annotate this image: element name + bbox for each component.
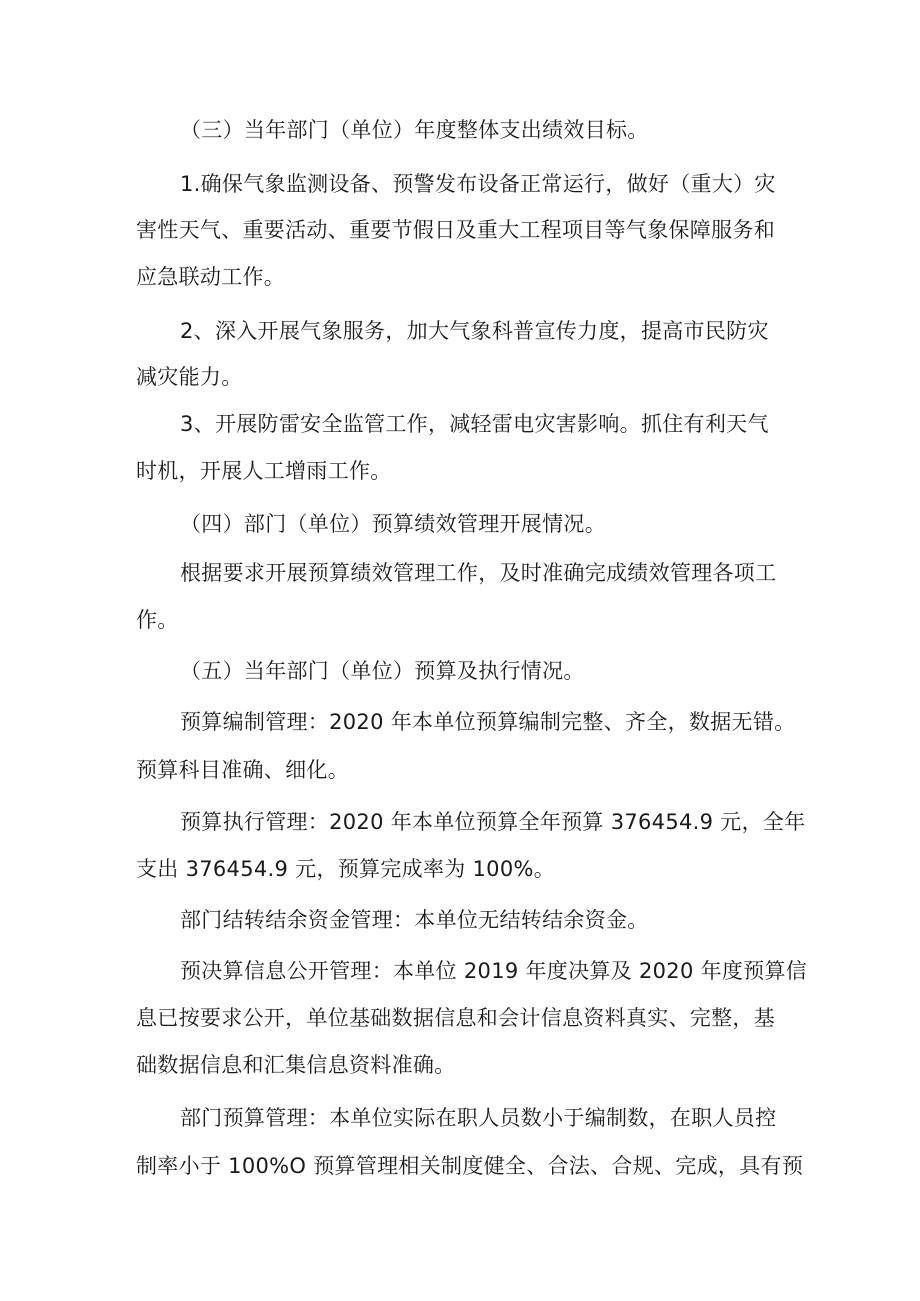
paragraph-goal-1-cont: 应急联动工作。 [136,265,286,289]
paragraph-goal-1-cont: 害性天气、重要活动、重要节假日及重大工程项目等气象保障服务和 [136,218,775,242]
paragraph-disclosure-cont: 础数据信息和汇集信息资料准确。 [136,1053,456,1077]
paragraph-budget-compilation: 预算编制管理：2020 年本单位预算编制完整、齐全，数据无错。 [180,710,796,734]
paragraph-disclosure: 预决算信息公开管理：本单位 2019 年度决算及 2020 年度预算信 [180,959,808,983]
paragraph-department-budget: 部门预算管理：本单位实际在职人员数小于编制数，在职人员控 [180,1106,777,1130]
paragraph-carryover-funds: 部门结转结余资金管理：本单位无结转结余资金。 [180,908,649,932]
paragraph-department-budget-cont: 制率小于 100%O 预算管理相关制度健全、合法、合规、完成，具有预 [136,1154,804,1178]
paragraph-budget-execution-cont: 支出 376454.9 元，预算完成率为 100%。 [136,857,556,881]
heading-section-3: （三）当年部门（单位）年度整体支出绩效目标。 [180,118,649,142]
paragraph-budget-execution: 预算执行管理：2020 年本单位预算全年预算 376454.9 元，全年 [180,810,806,834]
paragraph-goal-2-cont: 减灾能力。 [136,365,243,389]
heading-section-5: （五）当年部门（单位）预算及执行情况。 [180,659,585,683]
paragraph-goal-3-cont: 时机，开展人工增雨工作。 [136,459,392,483]
paragraph-budget-compilation-cont: 预算科目准确、细化。 [136,758,349,782]
paragraph-goal-1: 1.确保气象监测设备、预警发布设备正常运行，做好（重大）灾 [180,172,776,196]
heading-section-4: （四）部门（单位）预算绩效管理开展情况。 [180,512,606,536]
paragraph-performance-management: 根据要求开展预算绩效管理工作，及时准确完成绩效管理各项工 [180,561,777,585]
paragraph-goal-3: 3、开展防雷安全监管工作，减轻雷电灾害影响。抓住有利天气 [180,412,769,436]
paragraph-performance-management-cont: 作。 [136,608,179,632]
paragraph-goal-2: 2、深入开展气象服务，加大气象科普宣传力度，提高市民防灾 [180,319,769,343]
paragraph-disclosure-cont: 息已按要求公开，单位基础数据信息和会计信息资料真实、完整，基 [136,1006,775,1030]
